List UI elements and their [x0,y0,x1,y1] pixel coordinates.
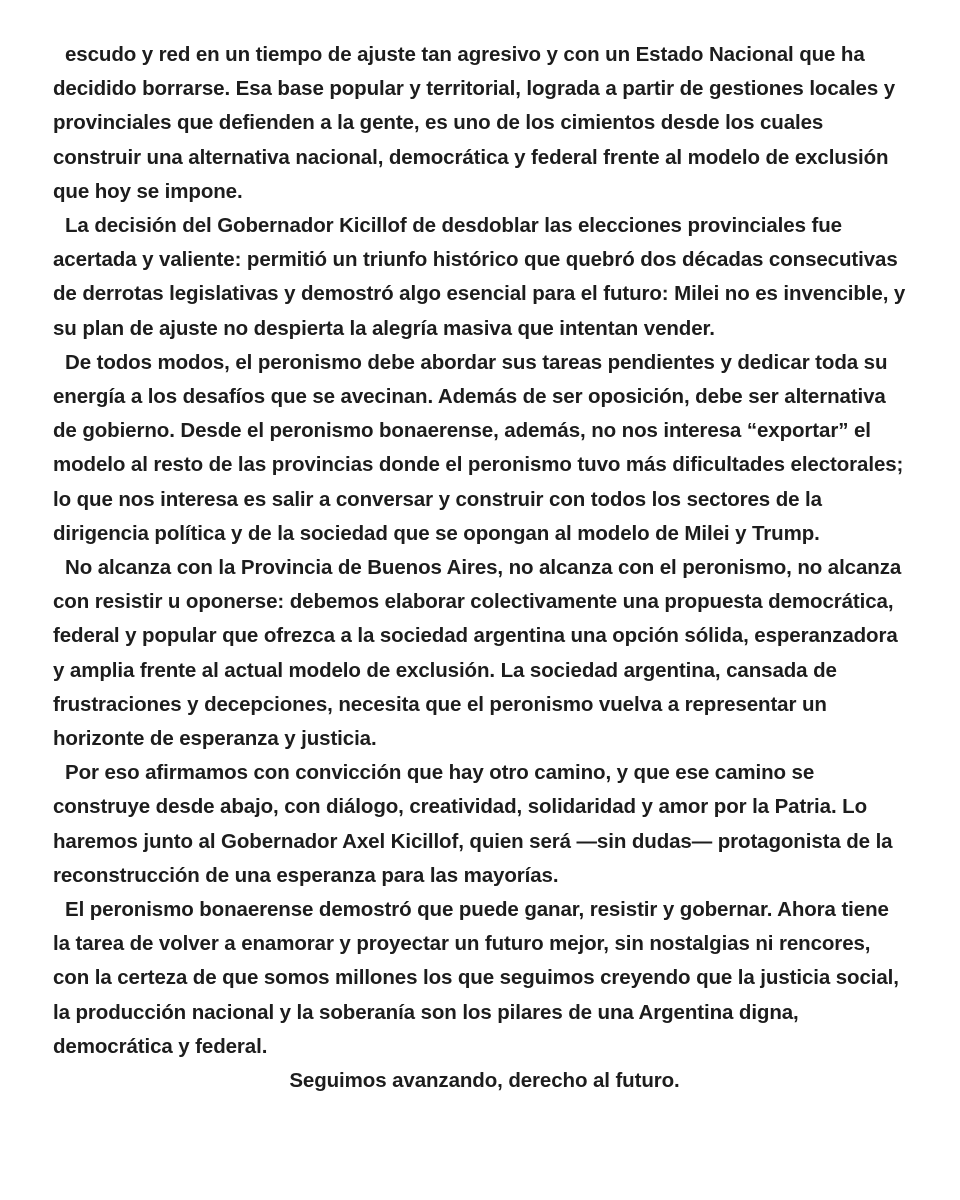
closing-line: Seguimos avanzando, derecho al futuro. [289,1069,680,1093]
paragraph-4: No alcanza con la Provincia de Buenos Aires, no alcanza con el peronismo, no alcanza con resistir u oponerse: debemos elaborar colectivamente una propuesta democrática, federal y popular que ofrezca a la sociedad argentina una opción sólida, esperanzadora y amplia frente al actual modelo de exclusión. La sociedad argentina, cansada de frustraciones y decepciones, necesita que el peronismo vuelva a representar un horizonte de esperanza y justicia. [53,556,902,751]
document-body [53,38,908,1098]
paragraph-2: La decisión del Gobernador Kicillof de desdoblar las elecciones provinciales fue acertada y valiente: permitió un triunfo histórico que quebró dos décadas consecutivas de derrotas legislativas y demostró algo esencial para el futuro: Milei no es invencible, y su plan de ajuste no despierta la alegría masiva que intentan vender. [53,214,906,340]
paragraph-1: escudo y red en un tiempo de ajuste tan agresivo y con un Estado Nacional que ha decidido borrarse. Esa base popular y territorial, lograda a partir de gestiones locales y provinciales que defienden a la gente, es uno de los cimientos desde los cuales construir una alternativa nacional, democrática y federal frente al modelo de exclusión que hoy se impone. [53,43,896,203]
paragraph-6: El peronismo bonaerense demostró que puede ganar, resistir y gobernar. Ahora tiene la tarea de volver a enamorar y proyectar un futuro mejor, sin nostalgias ni rencores, con la certeza de que somos millones los que seguimos creyendo que la justicia social, la producción nacional y la soberanía son los pilares de una Argentina digna, democrática y federal. [53,898,899,1058]
paragraph-5: Por eso afirmamos con convicción que hay otro camino, y que ese camino se construye desde abajo, con diálogo, creatividad, solidaridad y amor por la Patria. Lo haremos junto al Gobernador Axel Kicillof, quien será —sin dudas— protagonista de la reconstrucción de una esperanza para las mayorías. [53,761,893,887]
paragraph-3: De todos modos, el peronismo debe abordar sus tareas pendientes y dedicar toda su energía a los desafíos que se avecinan. Además de ser oposición, debe ser alternativa de gobierno. Desde el peronismo bonaerense, además, no nos interesa “exportar” el modelo al resto de las provincias donde el peronismo tuvo más dificultades electorales; lo que nos interesa es salir a conversar y construir con todos los sectores de la dirigencia política y de la sociedad que se opongan al modelo de Milei y Trump. [53,350,904,545]
